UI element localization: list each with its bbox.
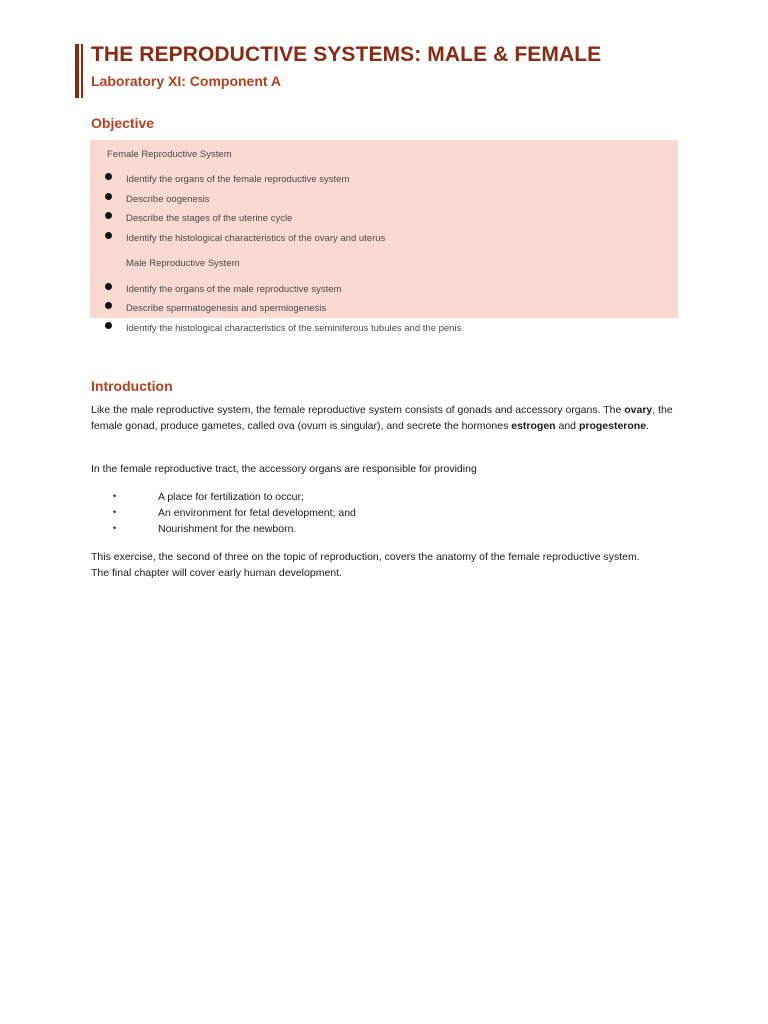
bullet-dot-icon <box>105 232 112 239</box>
bullet-dot-icon <box>105 212 112 219</box>
introduction-heading: Introduction <box>91 378 173 394</box>
objective-item-female-3: Describe the stages of the uterine cycle <box>126 213 293 224</box>
term-estrogen: estrogen <box>511 419 556 432</box>
intro-bullet-2: An environment for fetal development; and <box>158 507 356 519</box>
objective-item-male-2: Describe spermatogenesis and spermiogenesis <box>126 303 327 314</box>
intro-paragraph-3: This exercise, the second of three on the topic of reproduction, covers the anatomy of the female reproductive system. The final chapter will cover early human development. <box>91 551 640 579</box>
bullet-icon: • <box>113 491 117 501</box>
bullet-icon: • <box>113 523 117 533</box>
female-system-heading: Female Reproductive System <box>107 149 232 160</box>
objective-heading: Objective <box>91 115 155 131</box>
bullet-dot-icon <box>105 283 112 290</box>
intro-p1-text-1: Like the male reproductive system, the female reproductive system consists of gonads and accessory organs. The <box>91 404 625 416</box>
header-bar-thick <box>75 44 79 98</box>
objective-item-female-2: Describe oogenesis <box>126 194 210 205</box>
objective-item-male-1: Identify the organs of the male reproductive system <box>126 284 342 295</box>
intro-p1-text-3: and <box>555 419 579 432</box>
document-subtitle: Laboratory XI: Component A <box>91 73 282 89</box>
intro-bullet-1: A place for fertilization to occur; <box>158 491 304 503</box>
intro-p1-text-2: , the female gonad, produce gametes, called ova (ovum is singular), and secrete the hormones <box>91 404 673 432</box>
male-system-heading: Male Reproductive System <box>126 258 240 269</box>
intro-paragraph-1 <box>91 403 681 434</box>
bullet-dot-icon <box>105 173 112 180</box>
bullet-dot-icon <box>105 322 112 329</box>
document-title: THE REPRODUCTIVE SYSTEMS: MALE & FEMALE <box>91 43 602 66</box>
objective-item-female-4: Identify the histological characteristics of the ovary and uterus <box>126 233 386 244</box>
term-ovary: ovary <box>624 404 653 416</box>
term-progesterone: progesterone <box>578 419 647 432</box>
header-accent-bars <box>75 44 85 98</box>
intro-p1-text-4: . <box>646 419 649 432</box>
bullet-dot-icon <box>105 302 112 309</box>
intro-bullet-3: Nourishment for the newborn. <box>158 523 297 535</box>
objective-item-male-3: Identify the histological characteristics of the seminiferous tubules and the penis <box>126 323 462 334</box>
bullet-dot-icon <box>105 193 112 200</box>
intro-paragraph-2: In the female reproductive tract, the accessory organs are responsible for providing <box>91 463 477 475</box>
objective-item-female-1: Identify the organs of the female reproductive system <box>126 174 350 185</box>
bullet-icon: • <box>113 507 117 517</box>
header-bar-thin <box>81 44 83 98</box>
